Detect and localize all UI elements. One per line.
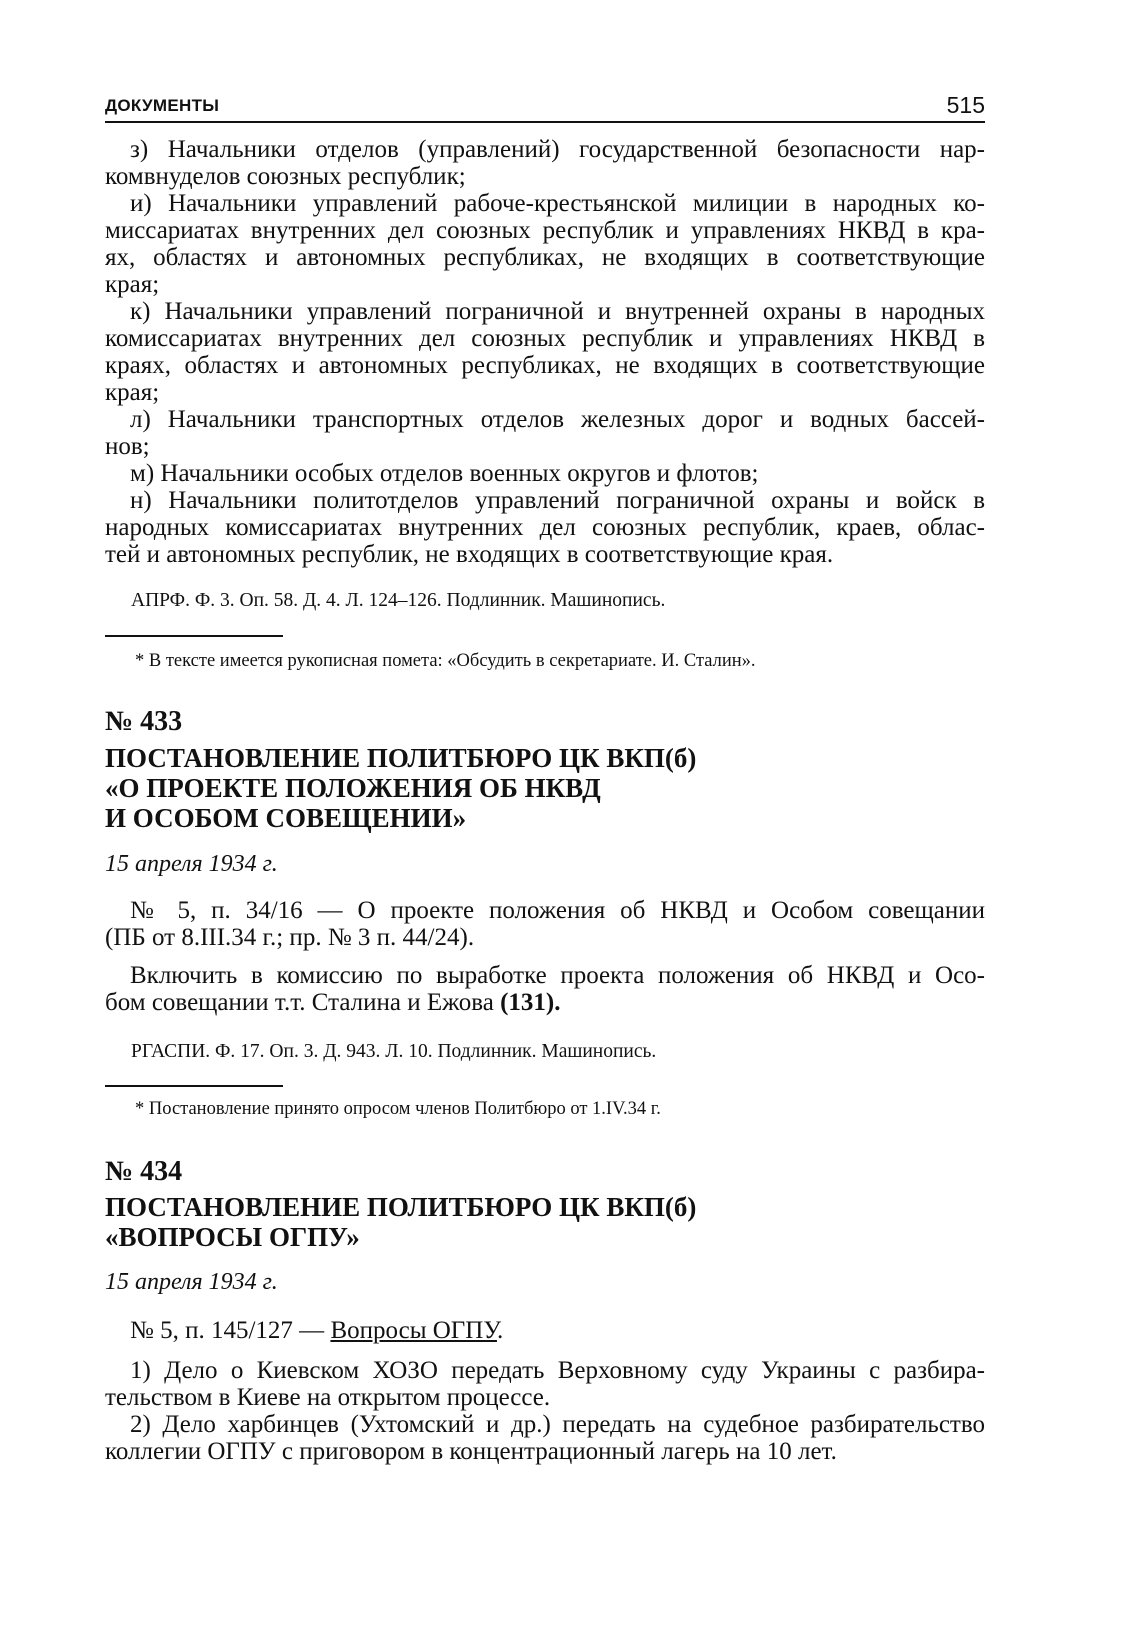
paragraph [105, 298, 985, 406]
text-line: коллегии ОГПУ с приговором в концентрационный лагерь на 10 лет. [105, 1438, 837, 1465]
text-line: 1) Дело о Киевском ХОЗО передать Верховному суду Украины с разбира- [130, 1357, 985, 1384]
text-line [105, 989, 985, 1016]
item-suffix: . [496, 1317, 504, 1344]
doc-433-para2 [105, 962, 985, 1016]
doc-433-title [105, 743, 696, 833]
text-line: края; [105, 271, 160, 298]
footnote-rule-2 [105, 1085, 283, 1087]
item-prefix: № 5, п. 145/127 — [130, 1317, 331, 1344]
text-line: н) Начальники политотделов управлений пограничной охраны и войск в [130, 487, 985, 514]
paragraph [105, 136, 985, 190]
doc-433-date: 15 апреля 1934 г. [105, 851, 278, 877]
text-line: нов; [105, 433, 150, 460]
text-line: тельством в Киеве на открытом процессе. [105, 1384, 551, 1411]
text-line: тей и автономных республик, не входящих в соответствующие края. [105, 541, 834, 568]
item-subject: Вопросы ОГПУ [330, 1317, 497, 1344]
text-line: з) Начальники отделов (управлений) государственной безопасности нар- [130, 136, 985, 163]
text-line: комвнуделов союзных республик; [105, 163, 466, 190]
text-line: к) Начальники управлений пограничной и внутренней охраны в народных [130, 298, 985, 325]
title-line: И ОСОБОМ СОВЕЩЕНИИ» [105, 803, 467, 833]
doc-433-number: № 433 [105, 706, 183, 737]
paragraph [105, 1411, 985, 1465]
text-line: края; [105, 379, 160, 406]
text-line: миссариатах внутренних дел союзных республик и управлениях НКВД в кра- [105, 217, 985, 244]
text-line: л) Начальники транспортных отделов железных дорог и водных бассей- [130, 406, 985, 433]
paragraph [105, 190, 985, 298]
text-line [105, 1317, 985, 1344]
title-line: ПОСТАНОВЛЕНИЕ ПОЛИТБЮРО ЦК ВКП(б) [105, 743, 697, 773]
text: бом совещании т.т. Сталина и Ежова [105, 989, 494, 1016]
archive-source-1: АПРФ. Ф. 3. Оп. 58. Д. 4. Л. 124–126. Подлинник. Машинопись. [131, 590, 666, 611]
page-number: 515 [946, 92, 985, 118]
title-line: ПОСТАНОВЛЕНИЕ ПОЛИТБЮРО ЦК ВКП(б) [105, 1192, 697, 1222]
text-line: комиссариатах внутренних дел союзных республик и управлениях НКВД в [105, 325, 985, 352]
footnote-rule-1 [105, 635, 283, 637]
paragraph [105, 460, 985, 487]
title-line: «ВОПРОСЫ ОГПУ» [105, 1222, 360, 1252]
doc-434-date: 15 апреля 1934 г. [105, 1269, 278, 1295]
paragraph [105, 406, 985, 460]
title-line: «О ПРОЕКТЕ ПОЛОЖЕНИЯ ОБ НКВД [105, 773, 601, 803]
doc-434-title [105, 1192, 696, 1252]
text-line: Включить в комиссию по выработке проекта положения об НКВД и Осо- [130, 962, 985, 989]
endnote-ref: (131). [500, 989, 561, 1016]
header-rule [105, 121, 985, 123]
running-header-section: ДОКУМЕНТЫ [105, 96, 220, 115]
list-items [105, 136, 985, 568]
text-line: краях, областях и автономных республиках, не входящих в соответствующие [105, 352, 985, 379]
text-line: № 5, п. 34/16 — О проекте положения об НКВД и Особом совещании [130, 897, 985, 924]
paragraph [105, 1357, 985, 1411]
doc-434-points [105, 1357, 985, 1465]
text-line: (ПБ от 8.III.34 г.; пр. № 3 п. 44/24). [105, 924, 475, 951]
archive-source-2: РГАСПИ. Ф. 17. Оп. 3. Д. 943. Л. 10. Подлинник. Машинопись. [131, 1041, 657, 1062]
text-line: ях, областях и автономных республиках, не входящих в соответствующие [105, 244, 985, 271]
doc-434-number: № 434 [105, 1156, 183, 1187]
text-line: народных комиссариатах внутренних дел союзных республик, краев, облас- [105, 514, 985, 541]
doc-433-para1 [105, 897, 985, 951]
text-line: и) Начальники управлений рабоче-крестьянской милиции в народных ко- [130, 190, 985, 217]
doc-434-item [105, 1317, 985, 1344]
footnote-1: * В тексте имеется рукописная помета: «Обсудить в секретариате. И. Сталин». [135, 651, 756, 671]
text-line: м) Начальники особых отделов военных округов и флотов; [130, 460, 759, 487]
footnote-2: * Постановление принято опросом членов Политбюро от 1.IV.34 г. [135, 1099, 661, 1119]
paragraph [105, 487, 985, 568]
text-line: 2) Дело харбинцев (Ухтомский и др.) передать на судебное разбирательство [130, 1411, 985, 1438]
